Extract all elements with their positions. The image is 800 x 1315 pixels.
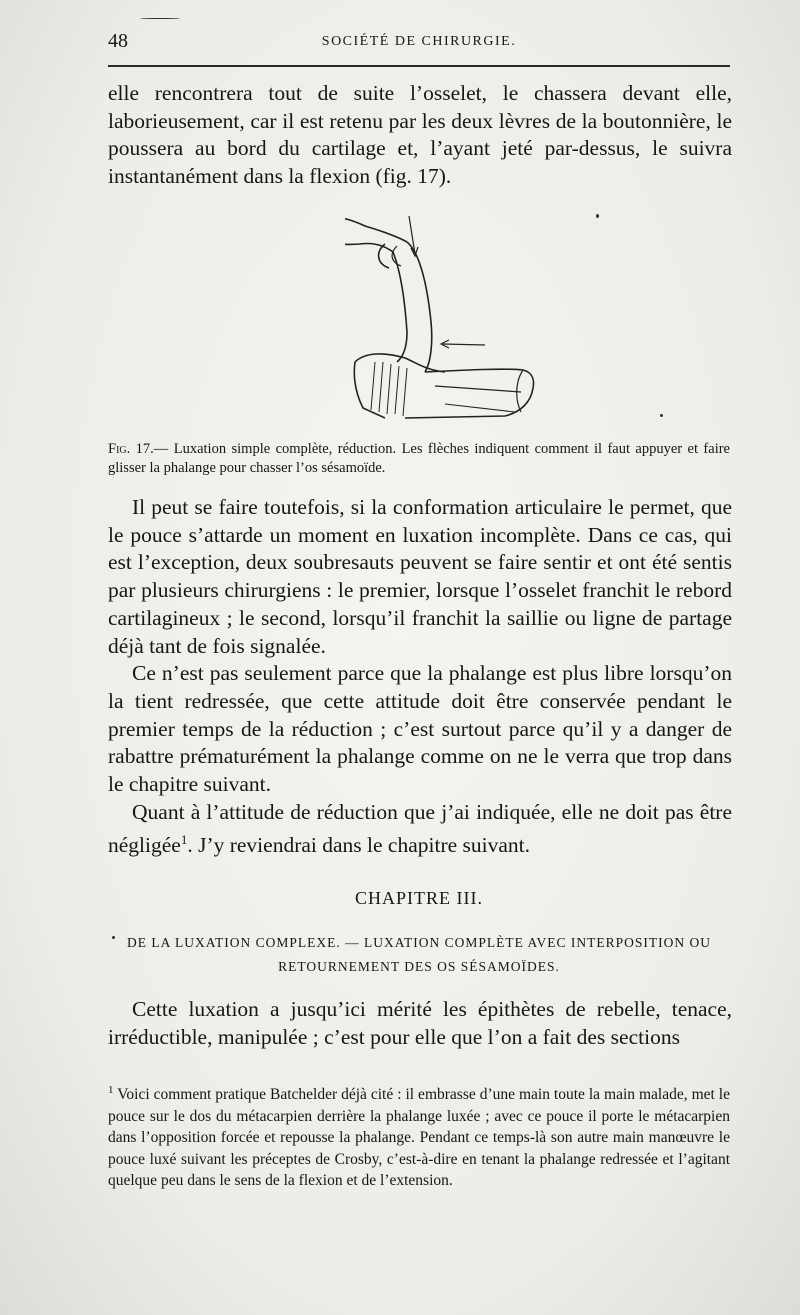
figure-17-thumb-illustration [345, 212, 545, 432]
header-rule [108, 65, 730, 67]
figure-caption [108, 440, 730, 478]
paragraph-text: Cette luxation a jusqu’ici mérité les épithètes de rebelle, tenace, irréductible, manipulée ; c’est pour elle que l’on a fait des sections [108, 997, 732, 1049]
running-title: SOCIÉTÉ DE CHIRURGIE. [321, 34, 517, 49]
footnote [108, 1080, 730, 1192]
paragraph-text: Ce n’est pas seulement parce que la phalange est plus libre lorsqu’on la tient redressée, que cette attitude doit être conservée pendant le premier temps de la réduction ; c’est surtout parce qu’il y a danger de rabattre prématurément la phalange comme on ne le verra que trop dans le chapitre suivant. [108, 661, 732, 797]
figure-label: Fig. 17.— [108, 441, 169, 457]
print-speck [112, 936, 115, 939]
chapter-subtitle: DE LA LUXATION COMPLEXE. — LUXATION COMPLÈTE AVEC INTERPOSITION OU RETOURNEMENT DES OS SÉSAMOÏDES. [127, 935, 711, 974]
print-speck [140, 18, 180, 19]
main-text [108, 494, 732, 860]
chapter-title: CHAPITRE III. [355, 888, 483, 908]
chapter-text [108, 996, 732, 1051]
print-speck [596, 214, 599, 218]
paragraph-text: elle rencontrera tout de suite l’osselet, le chassera devant elle, laborieusement, car il est retenu par les deux lèvres de la boutonnière, le poussera au bord du cartilage et, l’ayant jeté par-dessus, le suivra instantanément dans la flexion (fig. 17). [108, 81, 732, 189]
paragraph-with-footnote [108, 799, 732, 861]
footnote-reference: 1 [180, 832, 188, 848]
paragraph-continuation [108, 80, 732, 191]
footnote-text: Voici comment pratique Batchelder déjà cité : il embrasse d’une main toute la main malade, met le pouce sur le dos du métacarpien derrière la phalange luxée ; avec ce pouce il porte le métacarpien dans l’opposition forcée et repousse la phalange. Pendant ce temps-là son autre main manœuvre le pouce luxé suivant les préceptes de Crosby, c’est-à-dire en tenant la phalange redressée et l’agitant quelque peu dans le sens de la flexion et de l’extension. [108, 1086, 730, 1190]
figure-caption-text: Luxation simple complète, réduction. Les flèches indiquent comment il faut appuyer et faire glisser la phalange pour chasser l’os sésamoïde. [108, 441, 730, 476]
paragraph-text-end: . J’y reviendrai dans le chapitre suivant. [187, 833, 531, 858]
page-number: 48 [108, 30, 128, 52]
page-header [108, 30, 730, 56]
print-speck [660, 414, 663, 417]
paragraph-text: Il peut se faire toutefois, si la conformation articulaire le permet, que le pouce s’attarde un moment en luxation incomplète. Dans ce cas, qui est l’exception, deux soubresauts peuvent se faire sentir et ont été sentis par plusieurs chirurgiens : le premier, lorsque l’osselet franchit le rebord cartilagineux ; le second, lorsqu’il franchit la saillie ou ligne de partage déjà tant de fois signalée. [108, 495, 732, 658]
paragraph-text: Quant à l’attitude de réduction que j’ai indiquée, elle ne doit pas être négligée [108, 799, 732, 858]
footnote-mark: 1 [108, 1084, 114, 1096]
